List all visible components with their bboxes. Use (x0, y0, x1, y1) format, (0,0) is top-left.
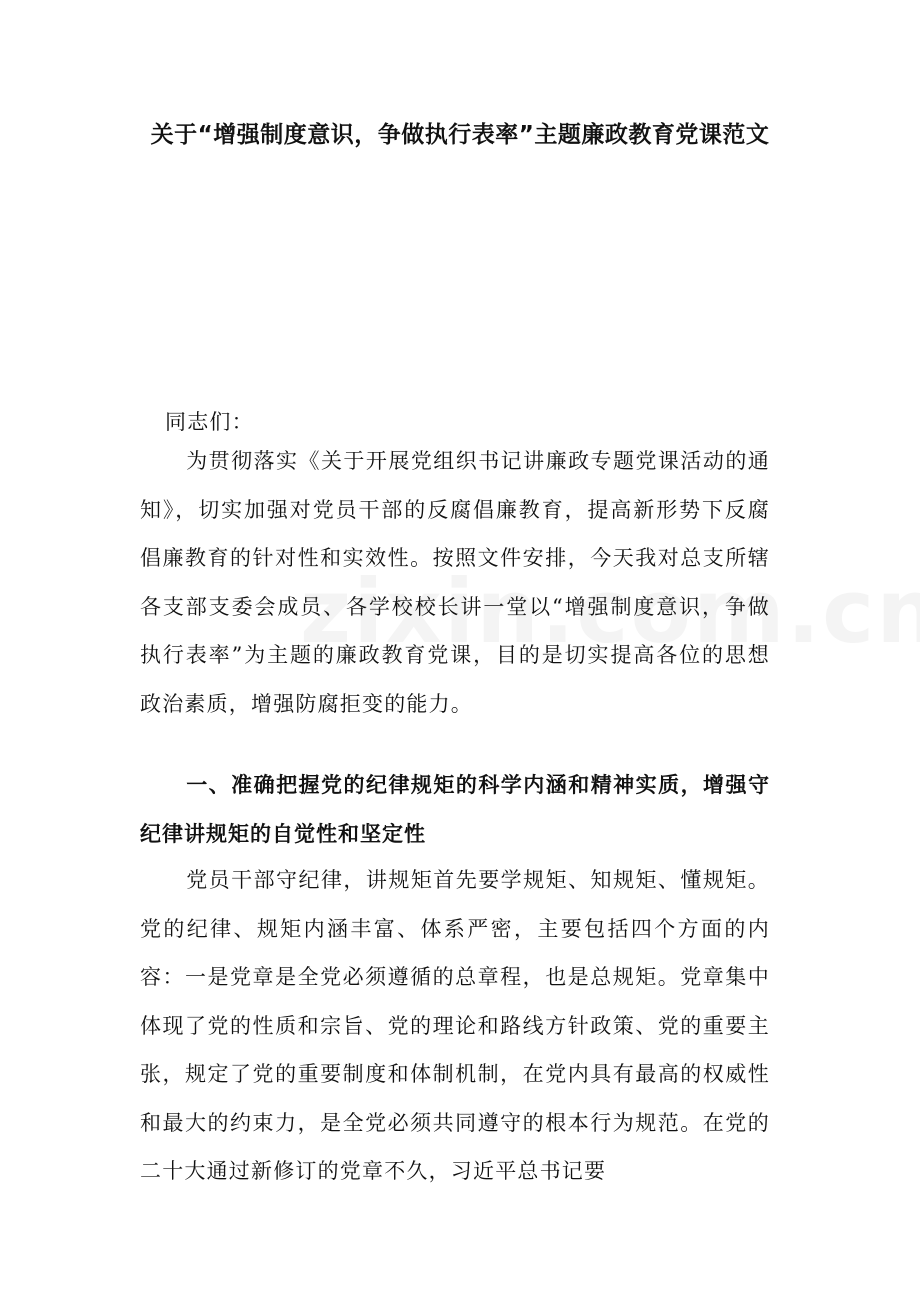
section-heading-1: 一、准确把握党的纪律规矩的科学内涵和精神实质，增强守纪律讲规矩的自觉性和坚定性 (140, 773, 770, 846)
intro-paragraph: 为贯彻落实《关于开展党组织书记讲廉政专题党课活动的通知》，切实加强对党员干部的反腐倡廉教育，提高新形势下反腐倡廉教育的针对性和实效性。按照文件安排，今天我对总支所辖各支部支委会成员、各学校校长讲一堂以“增强制度意识，争做执行表率”为主题的廉政教育党课，目的是切实提高各位的思想政治素质，增强防腐拒变的能力。 (140, 449, 770, 716)
salutation: 同志们： (165, 410, 254, 434)
section-1-paragraph: 党员干部守纪律，讲规矩首先要学规矩、知规矩、懂规矩。党的纪律、规矩内涵丰富、体系严密，主要包括四个方面的内容：一是党章是全党必须遵循的总章程，也是总规矩。党章集中体现了党的性质和宗旨、党的理论和路线方针政策、党的重要主张，规定了党的重要制度和体制机制，在党内具有最高的权威性和最大的约束力，是全党必须共同遵守的根本行为规范。在党的二十大通过新修订的党章不久，习近平总书记要 (140, 868, 770, 1183)
document-title: 关于“增强制度意识，争做执行表率”主题廉政教育党课范文 (150, 122, 770, 148)
